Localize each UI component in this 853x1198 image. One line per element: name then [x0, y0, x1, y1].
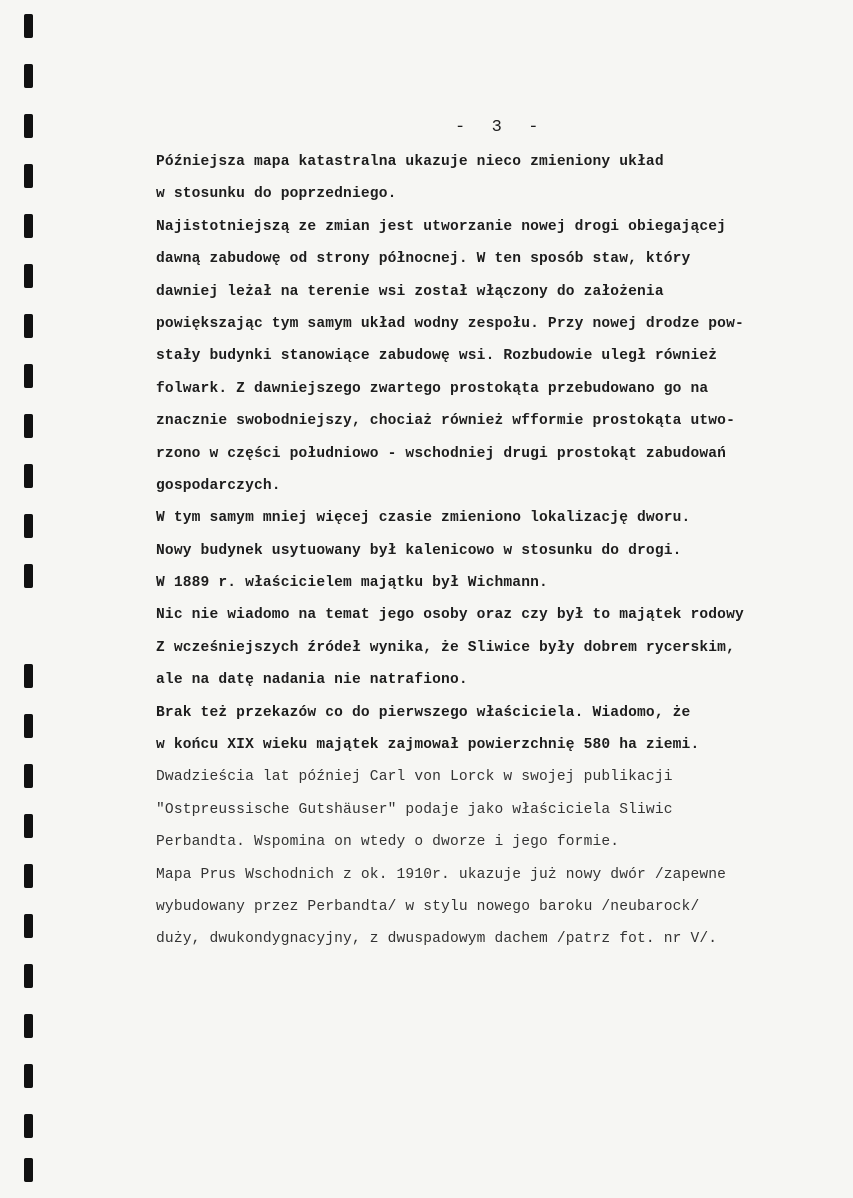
binding-hole [24, 214, 33, 238]
page-number: - 3 - [455, 118, 541, 137]
binding-hole [24, 164, 33, 188]
binding-hole [24, 764, 33, 788]
text-line: Nic nie wiadomo na temat jego osoby oraz czy był to majątek rodowy [156, 607, 744, 624]
binding-hole [24, 464, 33, 488]
binding-hole [24, 14, 33, 38]
binding-hole [24, 414, 33, 438]
text-line: W tym samym mniej więcej czasie zmieniono lokalizację dworu. [156, 510, 691, 527]
text-line: "Ostpreussische Gutshäuser" podaje jako właściciela Sliwic [156, 801, 673, 818]
text-line: w stosunku do poprzedniego. [156, 186, 397, 203]
body-text [156, 146, 846, 956]
text-line: Brak też przekazów co do pierwszego właściciela. Wiadomo, że [156, 704, 691, 721]
text-line: stały budynki stanowiące zabudowę wsi. Rozbudowie uległ również [156, 348, 718, 365]
text-line: Mapa Prus Wschodnich z ok. 1910r. ukazuje już nowy dwór /zapewne [156, 866, 727, 883]
text-line: Późniejsza mapa katastralna ukazuje nieco zmieniony układ [156, 154, 664, 170]
text-line: Nowy budynek usytuowany był kalenicowo w stosunku do drogi. [156, 542, 682, 559]
text-line: ale na datę nadania nie natrafiono. [156, 672, 468, 689]
binding-hole [24, 814, 33, 838]
text-line: W 1889 r. właścicielem majątku był Wichmann. [156, 575, 548, 592]
binding-hole [24, 714, 33, 738]
binding-hole [24, 564, 33, 588]
binding-hole [24, 664, 33, 688]
binding-hole [24, 1158, 33, 1182]
binding-hole [24, 364, 33, 388]
text-line: w końcu XIX wieku majątek zajmował powierzchnię 580 ha ziemi. [156, 737, 700, 754]
text-line: folwark. Z dawniejszego zwartego prostokąta przebudowano go na [156, 380, 709, 397]
text-line: duży, dwukondygnacyjny, z dwuspadowym dachem /patrz fot. nr V/. [156, 931, 718, 948]
text-line: Najistotniejszą ze zmian jest utworzanie nowej drogi obiegającej [156, 218, 727, 235]
binding-hole [24, 864, 33, 888]
text-line: Perbandta. Wspomina on wtedy o dworze i jego formie. [156, 834, 620, 851]
text-line: rzono w części południowo - wschodniej drugi prostokąt zabudowań [156, 445, 727, 462]
text-line: dawną zabudowę od strony północnej. W ten sposób staw, który [156, 251, 691, 268]
binding-hole [24, 264, 33, 288]
text-line: gospodarczych. [156, 477, 281, 494]
text-line: wybudowany przez Perbandta/ w stylu nowego baroku /neubarock/ [156, 898, 700, 915]
binding-holes [24, 0, 44, 1198]
binding-hole [24, 314, 33, 338]
binding-hole [24, 514, 33, 538]
binding-hole [24, 1064, 33, 1088]
binding-hole [24, 1014, 33, 1038]
binding-hole [24, 114, 33, 138]
text-line: Dwadzieścia lat później Carl von Lorck w swojej publikacji [156, 769, 673, 786]
binding-hole [24, 914, 33, 938]
text-line: znacznie swobodniejszy, chociaż również wfformie prostokąta utwo- [156, 413, 735, 430]
binding-hole [24, 964, 33, 988]
binding-hole [24, 1114, 33, 1138]
text-line: powiększając tym samym układ wodny zespołu. Przy nowej drodze pow- [156, 315, 744, 332]
binding-hole [24, 64, 33, 88]
text-line: Z wcześniejszych źródeł wynika, że Sliwice były dobrem rycerskim, [156, 639, 735, 656]
text-line: dawniej leżał na terenie wsi został włączony do założenia [156, 283, 664, 300]
